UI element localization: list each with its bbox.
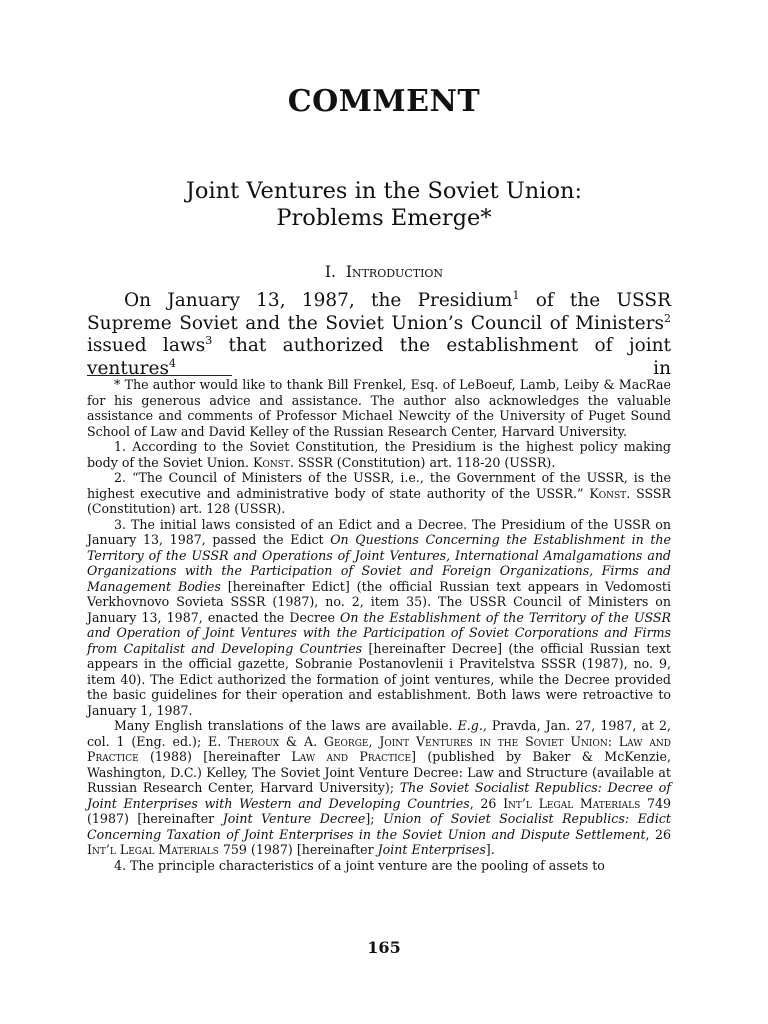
body-text-a: On January 13, 1987, the Presidium [124,290,513,311]
translations-eg: E.g. [457,718,483,733]
joint-venture-decree-short: Joint Venture Decree [222,811,366,826]
footnote-4: 4. The principle characteristics of a joint venture are the pooling of assets to [114,857,605,873]
translations-text-10: ]. [485,842,495,857]
footnote-1-text-a: 1. According to the Soviet Constitution, the Presidium is the highest policy making body of the Soviet Union. [87,439,671,470]
translations-text-6: 749 (1987) [hereinafter [87,795,671,826]
footnote-3-text-a: 3. The initial laws consisted of an Edict and a Decree. The Presidium of the USSR on January 13, 1987, passed the Edict [87,516,671,547]
ilm-journal-2: Int’l Legal Materials [87,842,219,857]
body-paragraph [87,290,671,380]
section-number: I. [324,263,336,281]
footnote-star: * The author would like to thank Bill Frenkel, Esq. of LeBoeuf, Lamb, Leiby & MacRae for his generous advice and assistance. The author also acknowledges the valuable assistance and comments of Professor Michael Newcity of the University of Puget Sound School of Law and David Kelley of the Russian Research Center, Harvard University. [87,377,671,439]
footnote-ref-4: 4 [168,356,176,370]
translations-text-4: ] (published by Baker & McKenzie, Washington, D.C.) Kelley, The Soviet Joint Venture Decree: Law and Structure (available at Russian Research Center, Harvard University); [87,749,672,795]
translations-text-1: Many English translations of the laws are available. [114,718,458,733]
footnote-3 [87,517,671,719]
footnote-ref-2: 2 [664,311,671,325]
translations-text-8: , 26 [645,826,671,842]
footnote-ref-1: 1 [512,288,520,302]
footnote-2-konst: Konst. [589,485,631,501]
footnote-1-text-b: SSSR (Constitution) art. 118-20 (USSR). [293,454,556,470]
footnotes [87,377,671,873]
translations-text-9: 759 (1987) [hereinafter [218,842,378,857]
translations-text-2: , Pravda, Jan. 27, 1987, at 2, col. 1 (Eng. ed.); [87,718,671,749]
edict-taxation-title: Union of Soviet Socialist Republics: Edict Concerning Taxation of Joint Enterprises in the Soviet Union and Dispute Settlement [87,811,671,842]
translations-text-7: ]; [365,811,384,826]
body-text-c: issued laws [87,335,206,356]
law-and-practice-short: Law and Practice [291,749,412,764]
footnote-1 [87,439,671,470]
translations-text-5: , 26 [469,795,504,811]
body-text-e: in [175,357,671,379]
footnote-divider [87,375,232,376]
edict-title: On Questions Concerning the Establishment in the Territory of the USSR and Operations of Joint Ventures, International Amalgamations and Organizations with the Participation of Soviet and Foreign Organizations, Firms and Management Bodies [87,532,671,594]
body-text-b: of the USSR Supreme Soviet and the Soviet Union’s Council of Ministers [87,290,672,334]
article-title [0,178,768,232]
footnote-1-konst: Konst. [253,454,294,470]
title-line-1: Joint Ventures in the Soviet Union: [185,178,583,204]
translations-text-3: (1988) [hereinafter [138,749,292,764]
soviet-decree-title: The Soviet Socialist Republics: Decree of Joint Enterprises with Western and Developing Countries [87,780,671,811]
section-title: Introduction [345,263,444,281]
title-line-2: Problems Emerge* [276,205,492,231]
theroux-book-title: E. Theroux & A. George, Joint Ventures in the Soviet Union: Law and Practice [87,733,671,764]
body-text-d: that authorized the establishment of joint ventures [87,335,671,379]
joint-enterprises-short: Joint Enterprises [377,842,486,857]
footnote-ref-3: 3 [205,333,213,347]
decree-title: On the Establishment of the Territory of the USSR and Operation of Joint Ventures with the Participation of Soviet Corporations and Firms from Capitalist and Developing Countries [87,609,672,656]
page-number: 165 [367,938,401,957]
footnote-2-text-a: 2. “The Council of Ministers of the USSR, i.e., the Government of the USSR, is the highest executive and administrative body of state authority of the USSR.” [87,470,671,501]
footnote-2-text-b: SSSR (Constitution) art. 128 (USSR). [87,485,671,516]
section-heading [0,263,768,281]
footnote-3-text-c: [hereinafter Decree] (the official Russian text appears in the official gazette, Sobranie Postanovlenii i Pravitelstva SSSR (1987), no. 9, item 40). The Edict authorized the formation of joint ventures, while the Decree provided the basic guidelines for their operation and establishment. Both laws were retroactive to January 1, 1987. [87,640,671,718]
ilm-journal-1: Int’l Legal Materials [503,795,641,811]
footnote-2 [87,470,671,517]
comment-heading: COMMENT [287,84,481,119]
footnote-3-continued [87,718,671,858]
footnote-3-text-b: [hereinafter Edict] (the official Russian text appears in Vedomosti Verkhovnovo Sovieta SSSR (1987), no. 2, item 35). The USSR Council of Ministers on January 13, 1987, enacted the Decree [87,578,671,625]
